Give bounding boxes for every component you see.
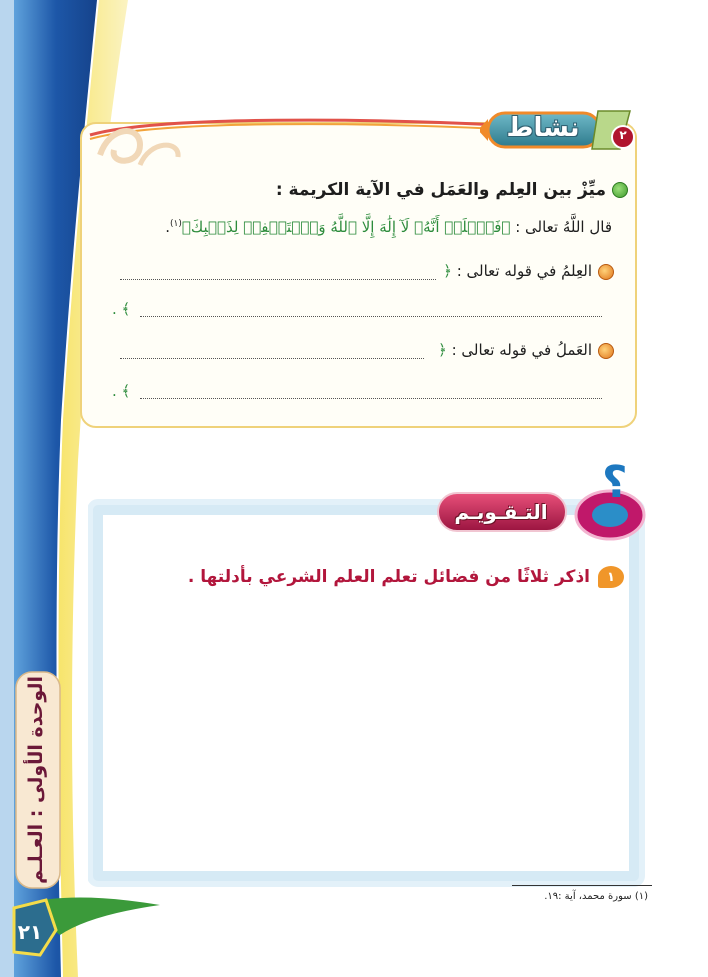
action-answer-line-1[interactable] xyxy=(120,358,424,359)
action-brace-open: ﴿ xyxy=(438,341,447,359)
question-1 xyxy=(188,566,624,588)
question-1-number: ١ xyxy=(598,566,624,588)
verse-open-brace: ﴿ xyxy=(501,218,511,236)
page-number: ٢١ xyxy=(17,920,43,944)
unit-label-tab xyxy=(14,675,58,885)
orange-bullet-icon xyxy=(598,343,614,359)
activity-instruction: ميِّزْ بين العِلم والعَمَل في الآية الكريمة : xyxy=(276,180,628,200)
quran-verse: فَٱعۡلَمۡ أَنَّهُۥ لَآ إِلَٰهَ إِلَّا ٱللَّهُ وَٱسۡتَغۡفِرۡ لِذَنۢبِكَ xyxy=(190,218,502,236)
footnote: (١) سورة محمد، آية :١٩. xyxy=(544,891,648,902)
action-answer-line-2[interactable] xyxy=(140,398,602,399)
knowledge-prompt: العِلمُ في قوله تعالى : ﴿ xyxy=(443,262,614,280)
knowledge-answer-line-2[interactable] xyxy=(140,316,602,317)
unit-label-text: الوحدة الأولى : العـلـم xyxy=(25,676,47,884)
orange-bullet-icon xyxy=(598,264,614,280)
verse-line: قال اللَّهُ تعالى : ﴿فَٱعۡلَمۡ أَنَّهُۥ لَآ إِلَٰهَ إِلَّا ٱللَّهُ وَٱسۡتَغۡفِرۡ لِذَنۢبِكَ﴾$^{(١)}$. xyxy=(165,218,612,236)
activity-number: ٢ xyxy=(619,128,627,142)
knowledge-brace-close: ﴾ . xyxy=(112,300,131,318)
evaluation-title: التـقـويـم xyxy=(454,500,548,524)
evaluation-frame xyxy=(88,498,648,888)
knowledge-answer-line-1[interactable] xyxy=(120,279,436,280)
action-prompt: العَملُ في قوله تعالى : ﴿ xyxy=(438,341,614,359)
green-bullet-icon xyxy=(612,182,628,198)
activity-title: نشاط xyxy=(506,113,580,143)
knowledge-brace-open: ﴿ xyxy=(443,262,452,280)
action-brace-close: ﴾ . xyxy=(112,382,131,400)
footnote-divider xyxy=(512,885,652,886)
question-1-text: اذكر ثلاثًا من فضائل تعلم العلم الشرعي بأدلتها . xyxy=(187,567,590,587)
question-mark-icon: ؟ xyxy=(602,457,628,508)
footnote-reference: (١) xyxy=(169,219,182,229)
verse-close-brace: ﴾ xyxy=(181,218,191,236)
